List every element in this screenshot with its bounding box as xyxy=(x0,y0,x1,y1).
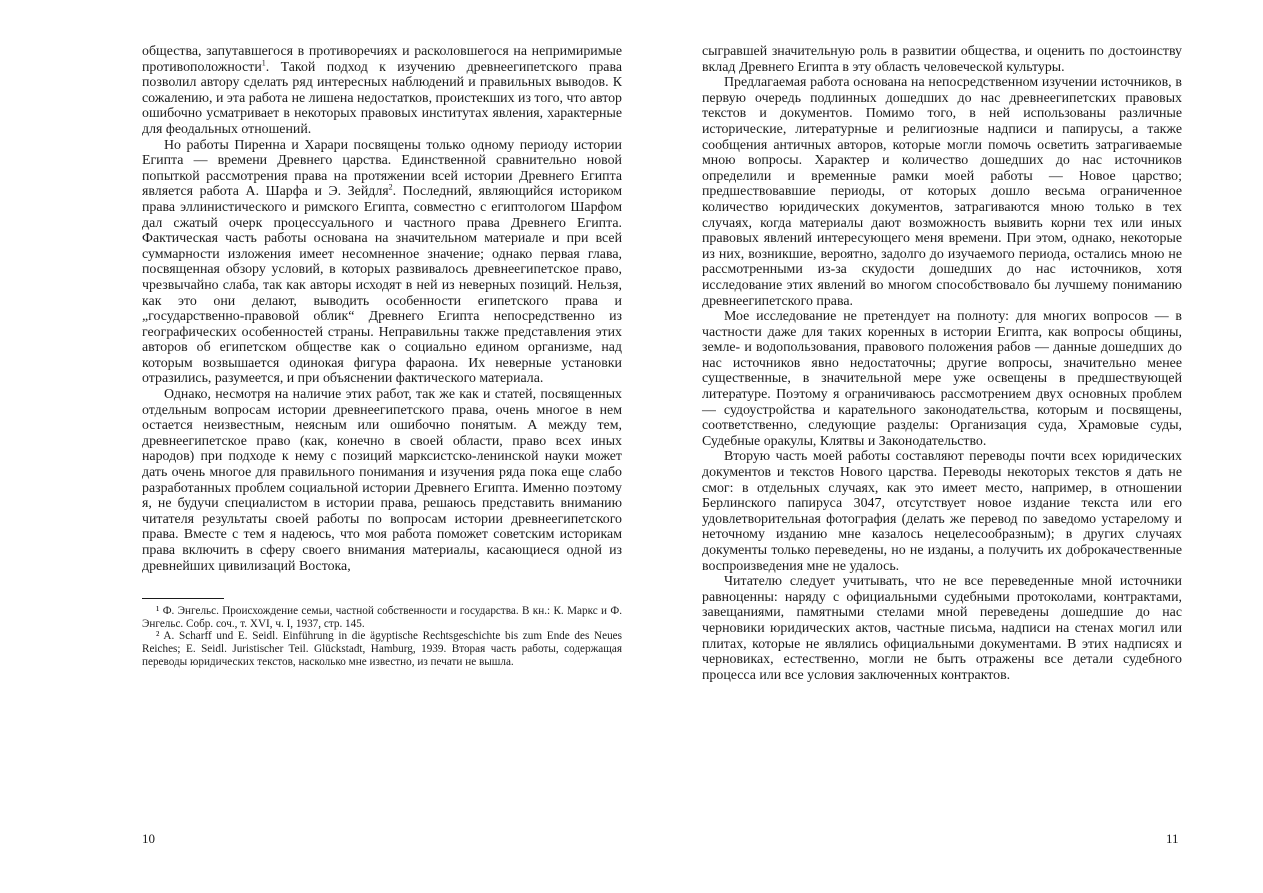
paragraph: Предлагаемая работа основана на непосредственном изучении источников, в первую очередь подлинных дошедших до нас древнеегипетских правовых текстов и документов. Помимо того, в ней использованы различные исторические, литературные и религиозные надписи и папирусы, а также сообщения античных авторов, которые могли помочь осветить затрагиваемые мною вопросы. Характер и количество дошедших до нас источников определили и временные рамки моей работы — Новое царство; предшествовавшие периоды, от которых дошло весьма ограниченное количество юридических документов, затрагиваются мною только в тех случаях, когда материалы дают возможность выявить корни тех или иных правовых явлений интересующего меня времени. При этом, однако, некоторые из них, возникшие, вероятно, задолго до изучаемого периода, остались мною не рассмотренными из-за скудости дошедших до нас источников, хотя исследование этих явлений во многом способствовало бы лучшему пониманию древнеегипетского права. xyxy=(702,75,1182,309)
paragraph: Читателю следует учитывать, что не все переведенные мной источники равноценны: наряду с официальными судебными протоколами, контрактами, завещаниями, памятными стелами мной переведены дошедшие до нас черновики юридических актов, частные письма, надписи на стенах могил или плитах, которые не являлись официальными документами. В этих надписях и черновиках, естественно, могли не быть отражены все детали судебного процесса или все условия заключенных контрактов. xyxy=(702,574,1182,683)
paragraph: Вторую часть моей работы составляют переводы почти всех юридических документов и текстов Нового царства. Переводы некоторых текстов я дать не смог: в отдельных случаях, как это имеет место, например, в отношении Берлинского папируса 3047, отсутствует новое издание текста или его удовлетворительная фотография (делать же перевод по заведомо устарелому и неточному изданию мне казалось нецелесообразным); в других случаях документы только переведены, но не изданы, а получить их доброкачественные воспроизведения мне не удалось. xyxy=(702,449,1182,574)
footnote-ref[interactable]: 1 xyxy=(261,57,266,67)
page-number: 11 xyxy=(1166,831,1179,846)
footnote: ² A. Scharff und E. Seidl. Einführung in die ägyptische Rechtsgeschichte bis zum Ende des Neues Reiches; E. Seidl. Juristischer Teil. Glückstadt, Hamburg, 1939. Вторая часть работы, содержащая переводы юридических текстов, насколько мне известно, из печати не вышла. xyxy=(142,630,622,668)
footnote: ¹ Ф. Энгельс. Происхождение семьи, частной собственности и государства. В кн.: К. Маркс и Ф. Энгельс. Собр. соч., т. XVI, ч. I, 1937, стр. 145. xyxy=(142,605,622,630)
paragraph: Но работы Пиренна и Харари посвящены только одному периоду истории Египта — времени Древнего царства. Единственной сравнительно новой попыткой рассмотрения права на протяжении всей истории Древнего Египта является работа А. Шарфа и Э. Зейдля$^2$. Последний, являющийся историком права эллинистического и римского Египта, совместно с египтологом Шарфом дал сжатый очерк процессуального и частного права Древнего Египта. Фактическая часть работы основана на значительном материале и при всей суммарности изложения имеет несомненное значение; однако первая глава, посвященная обзору условий, в которых развивалось древнеегипетское право, чрезвычайно слаба, так как авторы исходят в ней из неверных позиций. Нельзя, как это они делают, выводить особенности египетского права и „государственно-правовой облик“ Древнего Египта непосредственно из географических особенностей страны. Неправильны также представления этих авторов об египетском обществе как о социально едином организме, над которым возвышается одинокая фигура фараона. Их неверные установки отразились, разумеется, и при объяснении фактического материала. xyxy=(142,137,622,387)
footnote-divider xyxy=(142,598,224,599)
footnote-ref[interactable]: 2 xyxy=(388,182,393,192)
paragraph: общества, запутавшегося в противоречиях и расколовшегося на непримиримые противоположности$^1$. Такой подход к изучению древнеегипетского права позволил автору сделать ряд интересных наблюдений и правильных выводов. К сожалению, и эта работа не лишена недостатков, проистекших из того, что автор ошибочно усматривает в некоторых правовых институтах явления, характерные для феодальных отношений. xyxy=(142,44,622,137)
right-page xyxy=(702,44,1182,683)
left-page xyxy=(142,44,622,668)
paragraph: Однако, несмотря на наличие этих работ, так же как и статей, посвященных отдельным вопросам истории древнеегипетского права, очень многое в нем остается неизвестным, неясным или ошибочно понятым. А между тем, древнеегипетское право (как, конечно в своей области, право всех иных народов) при подходе к нему с позиций марксистско-ленинской науки может дать очень многое для правильного понимания и изучения ряда пока еще слабо разработанных проблем социальной истории Древнего Египта. Именно поэтому я, не будучи специалистом в истории права, решаюсь представить вниманию читателя результаты своей работы по вопросам истории древнеегипетского права. Вместе с тем я надеюсь, что моя работа поможет советским историкам права включить в сферу своего внимания материалы, касающиеся одной из древнейших цивилизаций Востока, xyxy=(142,387,622,574)
paragraph: Мое исследование не претендует на полноту: для многих вопросов — в частности даже для таких коренных в истории Египта, как вопросы общины, земле- и водопользования, правового положения рабов — данные дошедших до нас источников явно недостаточны; другие вопросы, значительно менее существенные, в значительной мере уже освещены в предшествующей литературе. Поэтому я ограничиваюсь рассмотрением двух основных проблем — судоустройства и карательного законодательства, которым и посвящены, соответственно, следующие разделы: Организация суда, Храмовые суды, Судебные оракулы, Клятвы и Законодательство. xyxy=(702,309,1182,449)
paragraph: сыгравшей значительную роль в развитии общества, и оценить по достоинству вклад Древнего Египта в эту область человеческой культуры. xyxy=(702,44,1182,75)
page-number: 10 xyxy=(142,831,155,846)
